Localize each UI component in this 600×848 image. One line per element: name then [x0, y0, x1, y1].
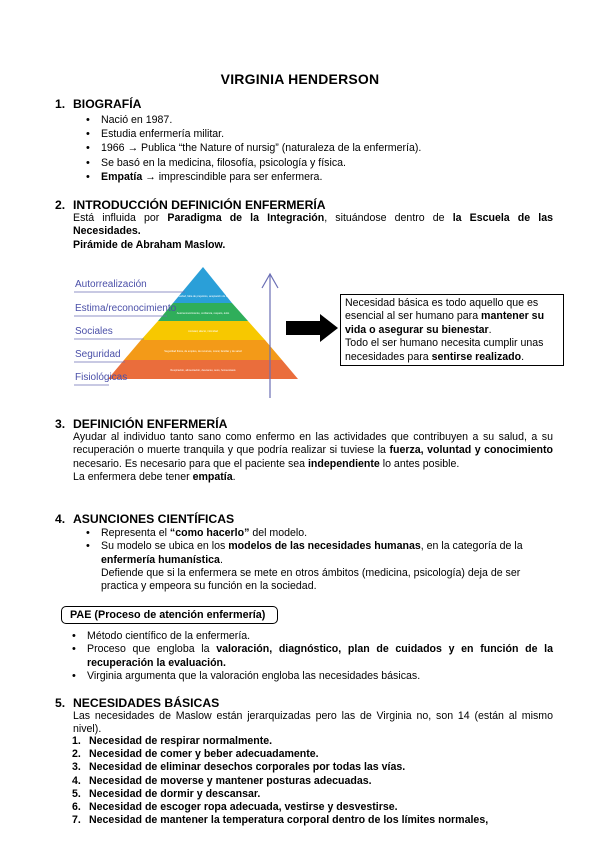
section-number: 4.: [55, 512, 66, 526]
item-text: Necesidad de respirar normalmente.: [89, 735, 273, 747]
section-number: 1.: [55, 97, 66, 111]
section-title: INTRODUCCIÓN DEFINICIÓN ENFERMERÍA: [73, 198, 326, 212]
necesidades-list: [72, 735, 553, 827]
text: Su modelo se ubica en los: [101, 540, 229, 553]
bold-text: mantener su vida o asegurar su bienestar: [345, 310, 545, 336]
text: Representa el: [101, 527, 170, 539]
pae-label-box: PAE (Proceso de atención enfermería): [61, 606, 278, 624]
bold-text: Paradigma de la Integración: [167, 212, 325, 224]
right-arrow-icon: [285, 313, 341, 343]
section-number: 5.: [55, 696, 66, 710]
section-number: 3.: [55, 417, 66, 431]
section-title: NECESIDADES BÁSICAS: [73, 696, 220, 710]
text: .: [232, 470, 236, 483]
section-title: DEFINICIÓN ENFERMERÍA: [73, 417, 228, 431]
item-number: 3.: [72, 761, 81, 774]
bold-text: Pirámide de Abraham Maslow.: [73, 238, 226, 251]
list-item: • Virginia argumenta que la valoración engloba las necesidades básicas.: [73, 670, 553, 683]
text: Está influida por: [73, 212, 168, 224]
item-text: Necesidad de escoger ropa adecuada, vestirse y desvestirse.: [89, 801, 398, 814]
list-item: [72, 775, 553, 788]
page-title: VIRGINIA HENDERSON: [220, 71, 380, 87]
text: .: [488, 323, 492, 336]
definicion-paragraph: [73, 431, 553, 484]
list-item: • 1966 → Publica “the Nature of nursig” (naturaleza de la enfermería).: [87, 141, 552, 155]
text: , situándose dentro de: [324, 212, 453, 224]
text: .: [521, 350, 525, 363]
bold-text: sentirse realizado: [431, 350, 522, 363]
bold-text: empatía: [192, 470, 233, 483]
section-title: BIOGRAFÍA: [73, 97, 142, 111]
pyramid-label: Autorrealización: [75, 279, 147, 290]
bold-text: independiente: [307, 457, 380, 470]
item-number: 7.: [72, 814, 81, 827]
item-text: Necesidad de mantener la temperatura corporal dentro de los límites normales,: [89, 814, 489, 827]
section-heading-introduccion: [55, 198, 326, 212]
section-heading-necesidades: [55, 696, 219, 710]
bold-text: Empatía: [101, 170, 143, 183]
list-item: [87, 527, 552, 540]
pyramid-inner-text: Moralidad, creatividad, espontaneidad, falta de prejuicios, aceptación de hechos, resolución de problemas: [142, 295, 264, 298]
bold-text: la Escuela de las Necesidades.: [73, 212, 553, 238]
necesidades-intro: Las necesidades de Maslow están jerarquizadas pero las de Virginia no, son 14 (están al mismo nivel).: [73, 710, 553, 736]
bold-text: enfermería humanística: [101, 553, 220, 566]
item-number: 6.: [72, 801, 81, 814]
item-number: 4.: [72, 774, 81, 787]
item-text: Necesidad de moverse y mantener posturas adecuadas.: [89, 774, 372, 787]
item-number: 5.: [72, 787, 81, 800]
bold-text: “como hacerlo”: [169, 527, 250, 539]
pyramid-label: Estima/reconocimiento: [75, 303, 177, 314]
list-item: [72, 814, 553, 827]
item-text: Necesidad de dormir y descansar.: [89, 787, 261, 800]
list-item: [72, 748, 553, 761]
text: Ayudar al individuo tanto sano como enfermo en las actividades que contribuyen a su salud, a su recuperación o muerte tranquila y que podría realizar si tuviese la: [73, 431, 553, 457]
pyramid-inner-text: Amistad, afecto, intimidad: [188, 330, 218, 333]
text: , en la categoría de la: [420, 540, 523, 553]
bold-text: fuerza, voluntad y conocimiento: [389, 444, 554, 457]
text: → imprescindible para ser enfermera.: [142, 170, 323, 183]
text: La enfermera debe tener: [73, 470, 193, 483]
pyramid-inner-text: Respiración, alimentación, descanso, sexo, homeostasis: [170, 369, 236, 372]
list-item: • Método científico de la enfermería.: [73, 630, 553, 643]
item-text: Necesidad de eliminar desechos corporales por todas las vías.: [89, 761, 406, 774]
pyramid-label: Sociales: [75, 326, 113, 337]
section-heading-asunciones: [55, 512, 234, 526]
list-item: [72, 735, 553, 748]
intro-paragraph: [73, 212, 553, 252]
section-heading-biografia: [55, 97, 141, 111]
list-item: [87, 540, 552, 593]
bold-text: modelos de las necesidades humanas: [228, 540, 421, 553]
text: Necesidad básica es todo aquello que es esencial al ser humano para: [345, 297, 539, 323]
text: lo antes posible.: [379, 457, 460, 470]
list-item: [72, 788, 553, 801]
definition-box: [340, 294, 564, 366]
list-item: [72, 801, 553, 814]
up-arrow-icon: [258, 270, 282, 402]
bold-text: valoración, diagnóstico, plan de cuidados y en función de la recuperación la evaluación.: [87, 643, 554, 669]
pyramid-label: Fisiológicas: [75, 372, 128, 383]
list-item: • Se basó en la medicina, filosofía, psicología y física.: [87, 156, 552, 170]
asunciones-list: [87, 527, 552, 593]
text: .: [219, 553, 223, 566]
item-number: 1.: [72, 735, 81, 747]
text: Todo el ser humano necesita cumplir unas necesidades para: [345, 337, 544, 363]
list-item: [73, 643, 553, 670]
section-title: ASUNCIONES CIENTÍFICAS: [73, 512, 235, 526]
pyramid-inner-text: Autoreconocimiento, confianza, respeto, éxito: [176, 312, 230, 315]
list-item: [72, 761, 553, 774]
pae-list: [73, 630, 553, 684]
text: del modelo.: [249, 527, 308, 539]
list-item: • Nació en 1987.: [87, 113, 552, 127]
section-number: 2.: [55, 198, 66, 212]
biografia-list: [87, 113, 552, 184]
pyramid-label: Seguridad: [75, 349, 121, 360]
list-item: • Estudia enfermería militar.: [87, 127, 552, 141]
pyramid-inner-text: Seguridad física, de empleo, de recursos, moral, familiar y de salud: [164, 350, 242, 353]
item-number: 2.: [72, 748, 81, 761]
section-heading-definicion: [55, 417, 227, 431]
text: necesario. Es necesario para que el paciente sea: [73, 457, 308, 470]
text: Defiende que si la enfermera se mete en otros ámbitos (medicina, psicología) deja de ser practica y empeora su función en la sociedad.: [101, 566, 521, 593]
list-item: [87, 170, 552, 184]
text: Proceso que engloba la: [87, 643, 217, 656]
item-text: Necesidad de comer y beber adecuadamente.: [89, 748, 319, 761]
